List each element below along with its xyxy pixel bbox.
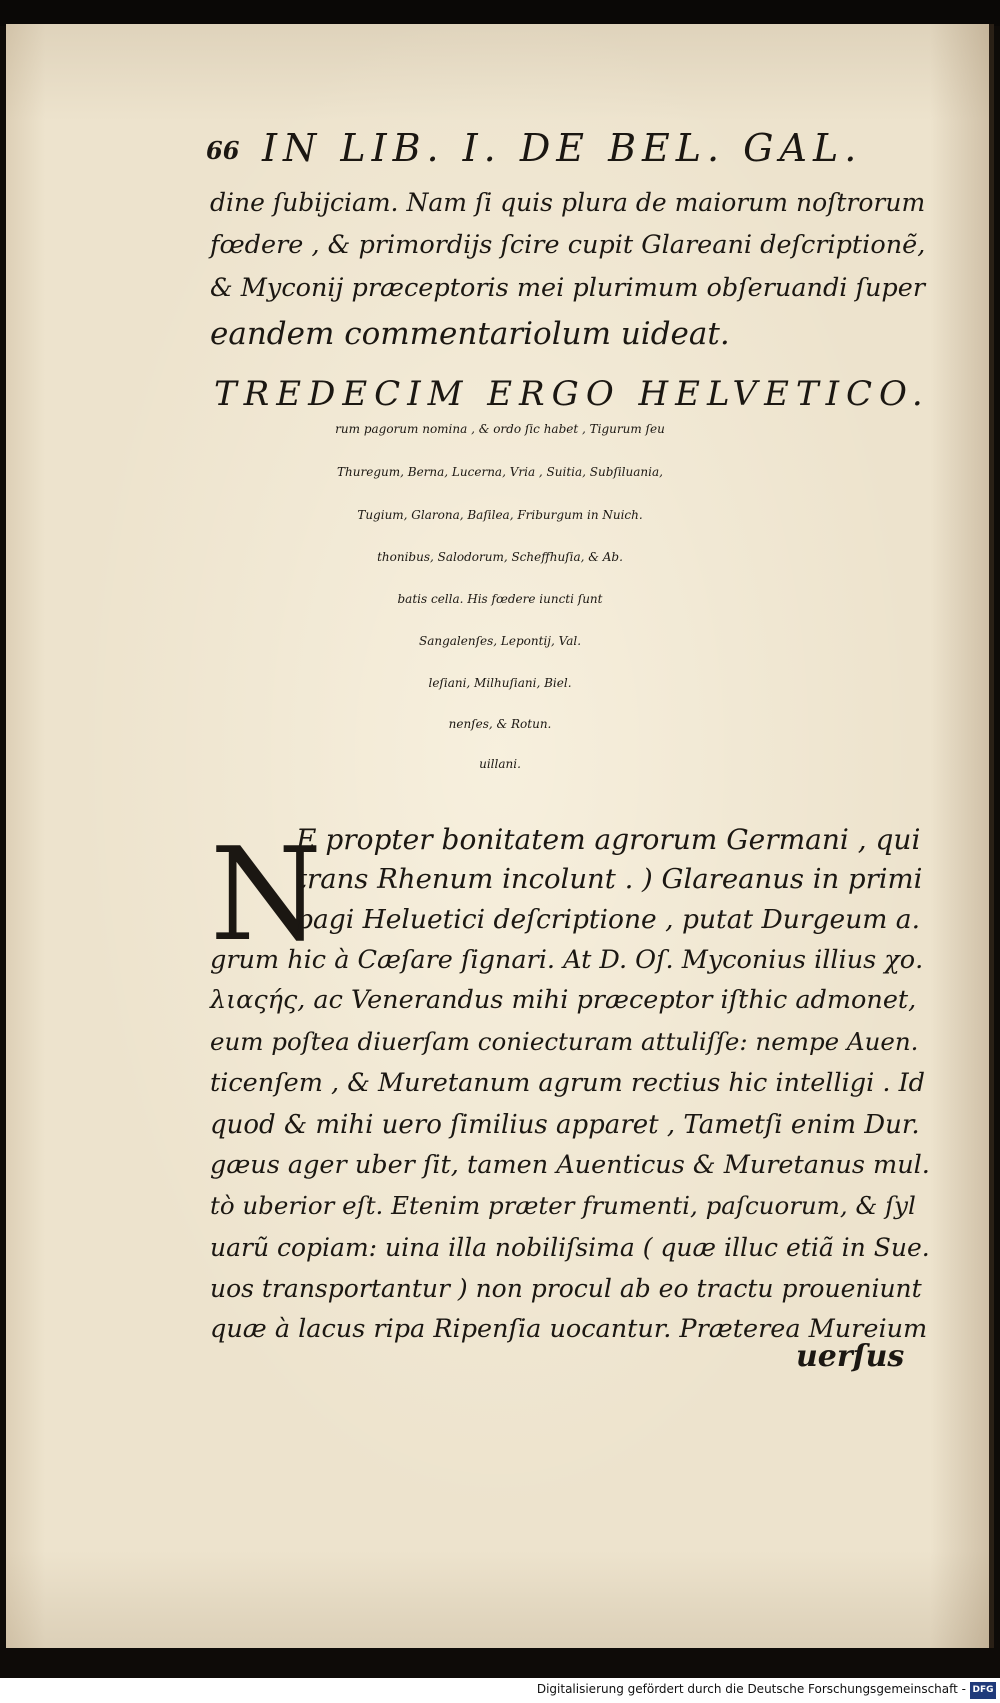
running-head-title: IN LIB. I. DE BEL. GAL. [262,126,863,170]
text-line: Thuregum, Berna, Lucerna, Vria , Suitia, Subſiluania, [337,465,663,479]
text-line: pagi Heluetici deſcriptione , putat Durgeum a. [296,904,921,935]
text-line: rum pagorum nomina , & ordo ſic habet , Tigurum ſeu [335,422,665,436]
catchword: uerſus [796,1339,905,1374]
footer-bar [0,1678,1000,1703]
drop-capital: N [210,821,322,970]
text-line: ticenſem , & Muretanum agrum rectius hic intelligi . Id [210,1068,925,1098]
text-line: thonibus, Salodorum, Scheffhuſia, & Ab. [377,550,623,564]
text-line: batis cella. His fœdere iuncti ſunt [397,592,603,606]
text-line: tò uberior eſt. Etenim præter frumenti, paſcuorum, & ſyl [210,1191,916,1220]
page-number: 66 [206,136,240,165]
text-line: leſiani, Milhuſiani, Biel. [428,676,572,690]
text-line: nenſes, & Rotun. [448,717,552,731]
running-head [206,126,863,176]
text-line: uillani. [479,757,521,771]
text-line: grum hic à Cæſare ſignari. At D. Oſ. Myconius illius χο. [210,945,924,975]
text-line: uarũ copiam: uina illa nobiliſsima ( quæ illuc etiã in Sue. [210,1233,930,1262]
section-heading: TREDECIM ERGO HELVETICO. [214,374,930,414]
dfg-logo-icon: DFG [970,1682,996,1699]
funding-credit: Digitalisierung gefördert durch die Deutsche Forschungsgemeinschaft - [536,1682,966,1696]
text-line: quod & mihi uero ſimilius apparet , Tametſi enim Dur. [210,1110,920,1140]
text-line: eum poſtea diuerſam coniecturam attuliſſe: nempe Auen. [210,1027,919,1056]
text-line: λιαςής, ac Venerandus mihi præceptor iſthic admonet, [210,985,917,1015]
text-line: Sangalenſes, Lepontij, Val. [418,634,582,648]
text-line: gæus ager uber ſit, tamen Auenticus & Muretanus mul. [210,1150,930,1180]
text-line: trans Rhenum incolunt . ) Glareanus in primi [296,863,923,895]
text-line: E propter bonitatem agrorum Germani , qui [296,823,921,856]
text-line: dine ſubijciam. Nam ſi quis plura de maiorum noſtrorum [210,188,926,217]
text-line: & Myconij præceptoris mei plurimum obſeruandi ſuper [210,273,926,303]
text-line: fœdere , & primordijs ſcire cupit Glareani deſcriptionẽ, [210,230,926,260]
text-line: uos transportantur ) non procul ab eo tractu proueniunt [210,1274,922,1303]
text-line: quæ à lacus ripa Ripenſia uocantur. Præterea Mureium [210,1314,928,1344]
text-line: eandem commentariolum uideat. [210,316,730,352]
scan-top-edge [0,0,1000,26]
text-line: Tugium, Glarona, Baſilea, Friburgum in Nuich. [357,508,643,522]
